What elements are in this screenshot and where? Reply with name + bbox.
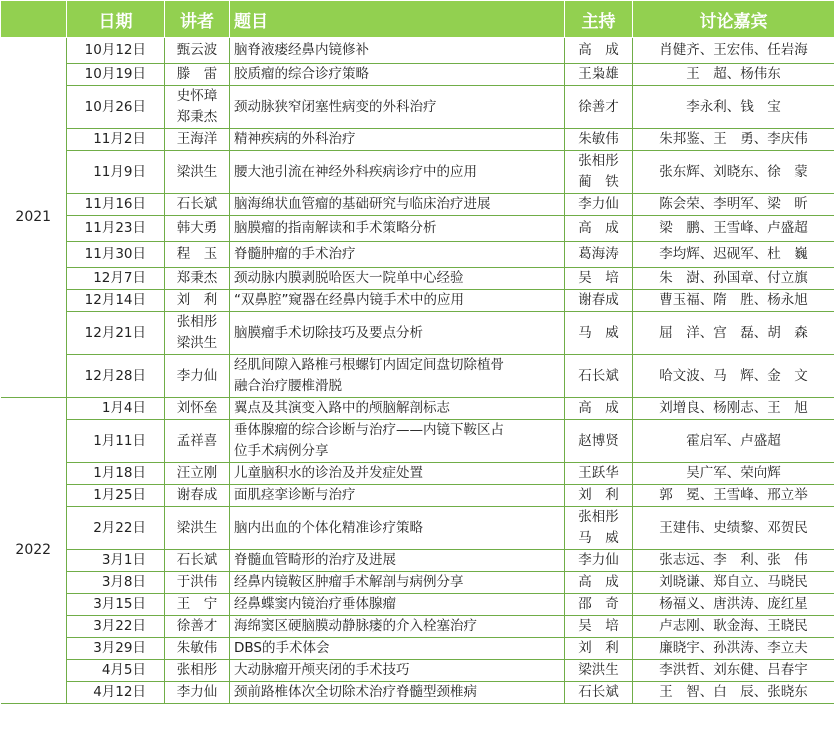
- host-cell: [565, 290, 633, 312]
- host-cell: [565, 638, 633, 660]
- speaker-cell: [165, 312, 230, 355]
- guests-cell: 王 超、杨伟东: [633, 64, 834, 86]
- host-cell: [565, 398, 633, 420]
- speaker-cell-line: 王海洋: [176, 131, 218, 147]
- host-cell: [565, 129, 633, 151]
- date-cell: 4月12日: [67, 682, 165, 704]
- host-cell-line: 谢春成: [578, 292, 619, 308]
- date-cell: 11月23日: [67, 216, 165, 242]
- date-cell: 1月25日: [67, 485, 165, 507]
- table-body: [1, 38, 834, 704]
- date-cell: 11月16日: [67, 194, 165, 216]
- date-cell: 1月18日: [67, 463, 165, 485]
- speaker-cell: [165, 216, 230, 242]
- topic-cell: [230, 550, 565, 572]
- table-row: [1, 86, 834, 129]
- host-cell-line: 李力仙: [578, 552, 619, 568]
- table-row: [1, 682, 834, 704]
- topic-cell: [230, 268, 565, 290]
- speaker-cell-line: 石长斌: [176, 552, 218, 568]
- guests-cell: 王建伟、史绩黎、邓贺民: [633, 507, 834, 550]
- topic-cell-line: 大动脉瘤开颅夹闭的手术技巧: [234, 662, 410, 678]
- speaker-cell-line: 刘怀垒: [176, 400, 218, 416]
- host-cell-line: 赵博贤: [578, 432, 619, 449]
- topic-cell: [230, 507, 565, 550]
- table-row: [1, 64, 834, 86]
- topic-cell-line: 位手术病例分享: [234, 443, 329, 459]
- speaker-cell: [165, 638, 230, 660]
- host-cell: [565, 616, 633, 638]
- topic-cell-line: DBS的手术体会: [234, 640, 330, 656]
- host-cell-line: 石长斌: [578, 367, 619, 384]
- host-cell: [565, 355, 633, 398]
- topic-cell: [230, 594, 565, 616]
- speaker-cell: [165, 594, 230, 616]
- topic-cell-line: 融合治疗腰椎滑脱: [234, 378, 342, 394]
- speaker-cell: [165, 463, 230, 485]
- topic-cell: [230, 355, 565, 398]
- date-cell: 10月19日: [67, 64, 165, 86]
- speaker-cell: [165, 64, 230, 86]
- table-row: [1, 594, 834, 616]
- date-cell: 11月9日: [67, 151, 165, 194]
- table-row: [1, 572, 834, 594]
- speaker-cell-line: 史怀璋: [176, 88, 218, 104]
- speaker-cell-line: 梁洪生: [176, 519, 218, 536]
- speaker-cell: [165, 682, 230, 704]
- table-row: [1, 420, 834, 463]
- speaker-cell-line: 孟祥喜: [176, 432, 218, 449]
- speaker-cell-line: 李力仙: [176, 367, 218, 384]
- speaker-cell-line: 刘 利: [176, 292, 218, 308]
- speaker-cell-line: 程 玉: [176, 246, 218, 262]
- host-cell: [565, 682, 633, 704]
- guests-cell: 卢志刚、耿金海、王晓民: [633, 616, 834, 638]
- speaker-cell: [165, 616, 230, 638]
- topic-cell-line: 经鼻蝶窦内镜治疗垂体腺瘤: [234, 596, 396, 612]
- topic-cell: [230, 194, 565, 216]
- topic-cell: [230, 86, 565, 129]
- header-year: [1, 1, 67, 38]
- host-cell: [565, 64, 633, 86]
- topic-cell-line: 脑脊液瘘经鼻内镜修补: [234, 42, 369, 58]
- guests-cell: 廉晓宇、孙洪涛、李立夫: [633, 638, 834, 660]
- topic-cell-line: 胶质瘤的综合诊疗策略: [234, 66, 369, 82]
- date-cell: 12月7日: [67, 268, 165, 290]
- topic-cell-line: 面肌痉挛诊断与治疗: [234, 487, 356, 503]
- table-row: [1, 290, 834, 312]
- header-topic: 题目: [230, 1, 565, 38]
- table-row: [1, 194, 834, 216]
- speaker-cell-line: 朱敏伟: [176, 640, 218, 656]
- topic-cell-line: 脑海绵状血管瘤的基础研究与临床治疗进展: [234, 196, 491, 212]
- topic-cell-line: 海绵窦区硬脑膜动静脉瘘的介入栓塞治疗: [234, 618, 477, 634]
- host-cell: [565, 594, 633, 616]
- date-cell: 4月5日: [67, 660, 165, 682]
- table-row: [1, 660, 834, 682]
- date-cell: 12月14日: [67, 290, 165, 312]
- speaker-cell-line: 于洪伟: [176, 574, 218, 590]
- host-cell: [565, 242, 633, 268]
- host-cell: [565, 151, 633, 194]
- speaker-cell: [165, 151, 230, 194]
- guests-cell: 哈文波、马 辉、金 文: [633, 355, 834, 398]
- topic-cell: [230, 216, 565, 242]
- speaker-cell: [165, 420, 230, 463]
- topic-cell-line: 儿童脑积水的诊治及并发症处置: [234, 465, 423, 481]
- guests-cell: 曹玉福、隋 胜、杨永旭: [633, 290, 834, 312]
- topic-cell: [230, 38, 565, 64]
- host-cell-line: 吴 培: [578, 618, 619, 634]
- guests-cell: 李永利、钱 宝: [633, 86, 834, 129]
- guests-cell: 朱 澍、孙国章、付立旗: [633, 268, 834, 290]
- speaker-cell-line: 汪立刚: [176, 465, 218, 481]
- table-row: [1, 398, 834, 420]
- topic-cell-line: 腰大池引流在神经外科疾病诊疗中的应用: [234, 163, 477, 180]
- date-cell: 2月22日: [67, 507, 165, 550]
- table-row: [1, 485, 834, 507]
- speaker-cell: [165, 268, 230, 290]
- date-cell: 10月12日: [67, 38, 165, 64]
- topic-cell: [230, 242, 565, 268]
- speaker-cell: [165, 86, 230, 129]
- host-cell: [565, 86, 633, 129]
- host-cell: [565, 507, 633, 550]
- date-cell: 10月26日: [67, 86, 165, 129]
- host-cell-line: 蔺 铁: [578, 174, 619, 190]
- topic-cell: [230, 638, 565, 660]
- speaker-cell: [165, 507, 230, 550]
- speaker-cell-line: 梁洪生: [176, 335, 218, 351]
- topic-cell: [230, 616, 565, 638]
- guests-cell: 张东辉、刘晓东、徐 蒙: [633, 151, 834, 194]
- topic-cell-line: 垂体腺瘤的综合诊断与治疗——内镜下鞍区占: [234, 422, 504, 438]
- guests-cell: 霍启军、卢盛超: [633, 420, 834, 463]
- speaker-cell-line: 张相彤: [176, 314, 218, 330]
- host-cell: [565, 268, 633, 290]
- guests-cell: 梁 鹏、王雪峰、卢盛超: [633, 216, 834, 242]
- table-row: [1, 216, 834, 242]
- table-row: [1, 38, 834, 64]
- host-cell-line: 高 成: [578, 400, 619, 416]
- table-row: [1, 616, 834, 638]
- speaker-cell-line: 徐善才: [176, 618, 218, 634]
- host-cell-line: 梁洪生: [578, 662, 619, 678]
- guests-cell: 屈 洋、宫 磊、胡 森: [633, 312, 834, 355]
- table-row: [1, 638, 834, 660]
- date-cell: 1月4日: [67, 398, 165, 420]
- topic-cell-line: “双鼻腔”窥器在经鼻内镜手术中的应用: [234, 292, 464, 308]
- topic-cell: [230, 312, 565, 355]
- host-cell: [565, 216, 633, 242]
- speaker-cell-line: 张相彤: [176, 662, 218, 678]
- guests-cell: 李洪哲、刘东健、吕春宇: [633, 660, 834, 682]
- host-cell-line: 刘 利: [578, 487, 619, 503]
- host-cell: [565, 312, 633, 355]
- topic-cell: [230, 398, 565, 420]
- year-cell: 2021: [1, 38, 67, 398]
- host-cell: [565, 572, 633, 594]
- guests-cell: 吴广军、荣向辉: [633, 463, 834, 485]
- topic-cell-line: 精神疾病的外科治疗: [234, 131, 356, 147]
- topic-cell-line: 脑膜瘤的指南解读和手术策略分析: [234, 220, 437, 236]
- host-cell-line: 王枭雄: [578, 66, 619, 82]
- topic-cell-line: 脑内出血的个体化精准诊疗策略: [234, 519, 423, 536]
- host-cell: [565, 550, 633, 572]
- guests-cell: 杨福义、唐洪涛、庞红星: [633, 594, 834, 616]
- year-cell: 2022: [1, 398, 67, 704]
- guests-cell: 张志远、李 利、张 伟: [633, 550, 834, 572]
- topic-cell-line: 经肌间隙入路椎弓根螺钉内固定间盘切除植骨: [234, 357, 504, 373]
- speaker-cell-line: 石长斌: [176, 196, 218, 212]
- date-cell: 3月8日: [67, 572, 165, 594]
- host-cell: [565, 660, 633, 682]
- topic-cell: [230, 129, 565, 151]
- speaker-cell: [165, 485, 230, 507]
- speaker-cell: [165, 572, 230, 594]
- host-cell: [565, 420, 633, 463]
- speaker-cell-line: 滕 雷: [176, 66, 218, 82]
- guests-cell: 陈会荣、李明军、梁 昕: [633, 194, 834, 216]
- header-row: [1, 1, 834, 38]
- table-row: [1, 129, 834, 151]
- date-cell: 3月15日: [67, 594, 165, 616]
- topic-cell: [230, 290, 565, 312]
- speaker-cell: [165, 660, 230, 682]
- table-row: [1, 312, 834, 355]
- table-row: [1, 268, 834, 290]
- guests-cell: 朱邦鉴、王 勇、李庆伟: [633, 129, 834, 151]
- speaker-cell: [165, 290, 230, 312]
- topic-cell-line: 翼点及其演变入路中的颅脑解剖标志: [234, 400, 450, 416]
- host-cell: [565, 194, 633, 216]
- host-cell: [565, 485, 633, 507]
- host-cell-line: 石长斌: [578, 684, 619, 700]
- date-cell: 3月1日: [67, 550, 165, 572]
- host-cell-line: 邵 奇: [578, 596, 619, 612]
- table-row: [1, 550, 834, 572]
- topic-cell: [230, 151, 565, 194]
- topic-cell-line: 经鼻内镜鞍区肿瘤手术解剖与病例分享: [234, 574, 464, 590]
- topic-cell-line: 脑膜瘤手术切除技巧及要点分析: [234, 324, 423, 341]
- topic-cell-line: 颈前路椎体次全切除术治疗脊髓型颈椎病: [234, 684, 477, 700]
- header-guests: 讨论嘉宾: [633, 1, 834, 38]
- topic-cell: [230, 463, 565, 485]
- host-cell: [565, 463, 633, 485]
- host-cell-line: 马 威: [578, 530, 619, 546]
- table-row: [1, 242, 834, 268]
- table-row: [1, 355, 834, 398]
- speaker-cell: [165, 194, 230, 216]
- date-cell: 11月30日: [67, 242, 165, 268]
- host-cell-line: 朱敏伟: [578, 131, 619, 147]
- host-cell-line: 高 成: [578, 42, 619, 58]
- topic-cell: [230, 682, 565, 704]
- host-cell-line: 张相彤: [578, 153, 619, 169]
- speaker-cell: [165, 398, 230, 420]
- speaker-cell-line: 谢春成: [176, 487, 218, 503]
- topic-cell: [230, 420, 565, 463]
- host-cell-line: 徐善才: [578, 98, 619, 115]
- header-host: 主持: [565, 1, 633, 38]
- header-date: 日期: [67, 1, 165, 38]
- speaker-cell: [165, 355, 230, 398]
- date-cell: 1月11日: [67, 420, 165, 463]
- guests-cell: 肖健齐、王宏伟、任岩海: [633, 38, 834, 64]
- speaker-cell: [165, 129, 230, 151]
- host-cell-line: 刘 利: [578, 640, 619, 656]
- speaker-cell-line: 王 宁: [176, 596, 218, 612]
- host-cell: [565, 38, 633, 64]
- speaker-cell-line: 郑秉杰: [176, 270, 218, 286]
- topic-cell: [230, 572, 565, 594]
- date-cell: 3月22日: [67, 616, 165, 638]
- host-cell-line: 吴 培: [578, 270, 619, 286]
- guests-cell: 王 智、白 辰、张晓东: [633, 682, 834, 704]
- speaker-cell: [165, 38, 230, 64]
- guests-cell: 郭 冕、王雪峰、邢立举: [633, 485, 834, 507]
- table-row: [1, 507, 834, 550]
- speaker-cell-line: 郑秉杰: [176, 109, 218, 125]
- guests-cell: 刘晓谦、郑自立、马晓民: [633, 572, 834, 594]
- topic-cell: [230, 64, 565, 86]
- host-cell-line: 李力仙: [578, 196, 619, 212]
- table-row: [1, 463, 834, 485]
- host-cell-line: 王跃华: [578, 465, 619, 481]
- speaker-cell: [165, 550, 230, 572]
- date-cell: 3月29日: [67, 638, 165, 660]
- topic-cell: [230, 660, 565, 682]
- host-cell-line: 高 成: [578, 574, 619, 590]
- host-cell-line: 马 威: [578, 324, 619, 341]
- speaker-cell-line: 梁洪生: [176, 163, 218, 180]
- speaker-cell-line: 李力仙: [176, 684, 218, 700]
- topic-cell-line: 颈动脉内膜剥脱哈医大一院单中心经验: [234, 270, 464, 286]
- topic-cell: [230, 485, 565, 507]
- topic-cell-line: 颈动脉狭窄闭塞性病变的外科治疗: [234, 98, 437, 115]
- host-cell-line: 葛海涛: [578, 246, 619, 262]
- host-cell-line: 高 成: [578, 220, 619, 236]
- date-cell: 12月28日: [67, 355, 165, 398]
- speaker-cell-line: 甄云波: [176, 42, 218, 58]
- guests-cell: 李均辉、迟砚军、杜 巍: [633, 242, 834, 268]
- guests-cell: 刘增良、杨刚志、王 旭: [633, 398, 834, 420]
- host-cell-line: 张相彤: [578, 509, 619, 525]
- speaker-cell-line: 韩大勇: [176, 220, 218, 236]
- date-cell: 11月2日: [67, 129, 165, 151]
- topic-cell-line: 脊髓血管畸形的治疗及进展: [234, 552, 396, 568]
- speaker-cell: [165, 242, 230, 268]
- topic-cell-line: 脊髓肿瘤的手术治疗: [234, 246, 356, 262]
- header-speaker: 讲者: [165, 1, 230, 38]
- table-row: [1, 151, 834, 194]
- date-cell: 12月21日: [67, 312, 165, 355]
